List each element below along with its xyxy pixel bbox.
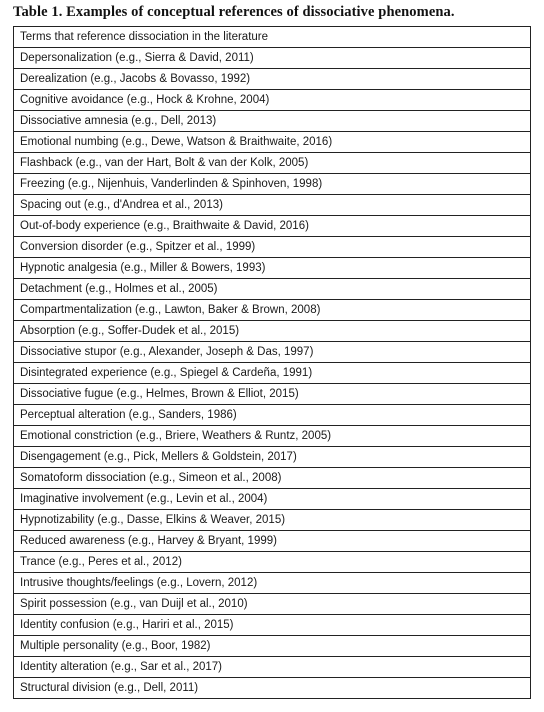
table-cell: Dissociative fugue (e.g., Helmes, Brown & Elliot, 2015) — [14, 384, 531, 405]
table-row — [14, 90, 531, 111]
table-cell: Freezing (e.g., Nijenhuis, Vanderlinden & Spinhoven, 1998) — [14, 174, 531, 195]
table-row — [14, 426, 531, 447]
table-row — [14, 342, 531, 363]
table-cell: Absorption (e.g., Soffer-Dudek et al., 2015) — [14, 321, 531, 342]
table-cell: Spirit possession (e.g., van Duijl et al., 2010) — [14, 594, 531, 615]
table-cell: Identity confusion (e.g., Hariri et al., 2015) — [14, 615, 531, 636]
table-cell: Hypnotizability (e.g., Dasse, Elkins & Weaver, 2015) — [14, 510, 531, 531]
table-row — [14, 678, 531, 699]
table-cell: Cognitive avoidance (e.g., Hock & Krohne, 2004) — [14, 90, 531, 111]
table-cell: Reduced awareness (e.g., Harvey & Bryant, 1999) — [14, 531, 531, 552]
table-row — [14, 279, 531, 300]
table-row — [14, 594, 531, 615]
table-row — [14, 153, 531, 174]
table-row — [14, 531, 531, 552]
table-row — [14, 216, 531, 237]
table-row — [14, 510, 531, 531]
table-row — [14, 69, 531, 90]
table-cell: Depersonalization (e.g., Sierra & David, 2011) — [14, 48, 531, 69]
table-cell: Structural division (e.g., Dell, 2011) — [14, 678, 531, 699]
table-header-cell: Terms that reference dissociation in the literature — [14, 27, 531, 48]
table-row — [14, 111, 531, 132]
table-cell: Detachment (e.g., Holmes et al., 2005) — [14, 279, 531, 300]
table-cell: Spacing out (e.g., d'Andrea et al., 2013) — [14, 195, 531, 216]
table-cell: Intrusive thoughts/feelings (e.g., Lovern, 2012) — [14, 573, 531, 594]
table-row — [14, 552, 531, 573]
table-row — [14, 405, 531, 426]
table-cell: Disintegrated experience (e.g., Spiegel & Cardeña, 1991) — [14, 363, 531, 384]
table-row — [14, 468, 531, 489]
table-cell: Disengagement (e.g., Pick, Mellers & Goldstein, 2017) — [14, 447, 531, 468]
table-row — [14, 321, 531, 342]
table-header-row — [14, 27, 531, 48]
table-row — [14, 237, 531, 258]
table-cell: Out-of-body experience (e.g., Braithwaite & David, 2016) — [14, 216, 531, 237]
table-row — [14, 384, 531, 405]
table-row — [14, 615, 531, 636]
table-cell: Trance (e.g., Peres et al., 2012) — [14, 552, 531, 573]
table-cell: Hypnotic analgesia (e.g., Miller & Bowers, 1993) — [14, 258, 531, 279]
table-title: Table 1. Examples of conceptual references of dissociative phenomena. — [13, 4, 455, 20]
table-cell: Multiple personality (e.g., Boor, 1982) — [14, 636, 531, 657]
table-cell: Flashback (e.g., van der Hart, Bolt & van der Kolk, 2005) — [14, 153, 531, 174]
table-cell: Dissociative amnesia (e.g., Dell, 2013) — [14, 111, 531, 132]
table-cell: Emotional constriction (e.g., Briere, Weathers & Runtz, 2005) — [14, 426, 531, 447]
table-row — [14, 573, 531, 594]
dissociation-table — [13, 26, 531, 699]
table-row — [14, 195, 531, 216]
table-row — [14, 258, 531, 279]
table-row — [14, 447, 531, 468]
table-cell: Compartmentalization (e.g., Lawton, Baker & Brown, 2008) — [14, 300, 531, 321]
table-cell: Imaginative involvement (e.g., Levin et al., 2004) — [14, 489, 531, 510]
table-cell: Perceptual alteration (e.g., Sanders, 1986) — [14, 405, 531, 426]
table-row — [14, 363, 531, 384]
table-row — [14, 174, 531, 195]
table-row — [14, 132, 531, 153]
table-cell: Identity alteration (e.g., Sar et al., 2017) — [14, 657, 531, 678]
table-cell: Conversion disorder (e.g., Spitzer et al., 1999) — [14, 237, 531, 258]
table-cell: Somatoform dissociation (e.g., Simeon et al., 2008) — [14, 468, 531, 489]
table-row — [14, 636, 531, 657]
table-cell: Derealization (e.g., Jacobs & Bovasso, 1992) — [14, 69, 531, 90]
table-cell: Dissociative stupor (e.g., Alexander, Joseph & Das, 1997) — [14, 342, 531, 363]
table-row — [14, 300, 531, 321]
table-row — [14, 657, 531, 678]
table-cell: Emotional numbing (e.g., Dewe, Watson & Braithwaite, 2016) — [14, 132, 531, 153]
table-row — [14, 48, 531, 69]
table-row — [14, 489, 531, 510]
